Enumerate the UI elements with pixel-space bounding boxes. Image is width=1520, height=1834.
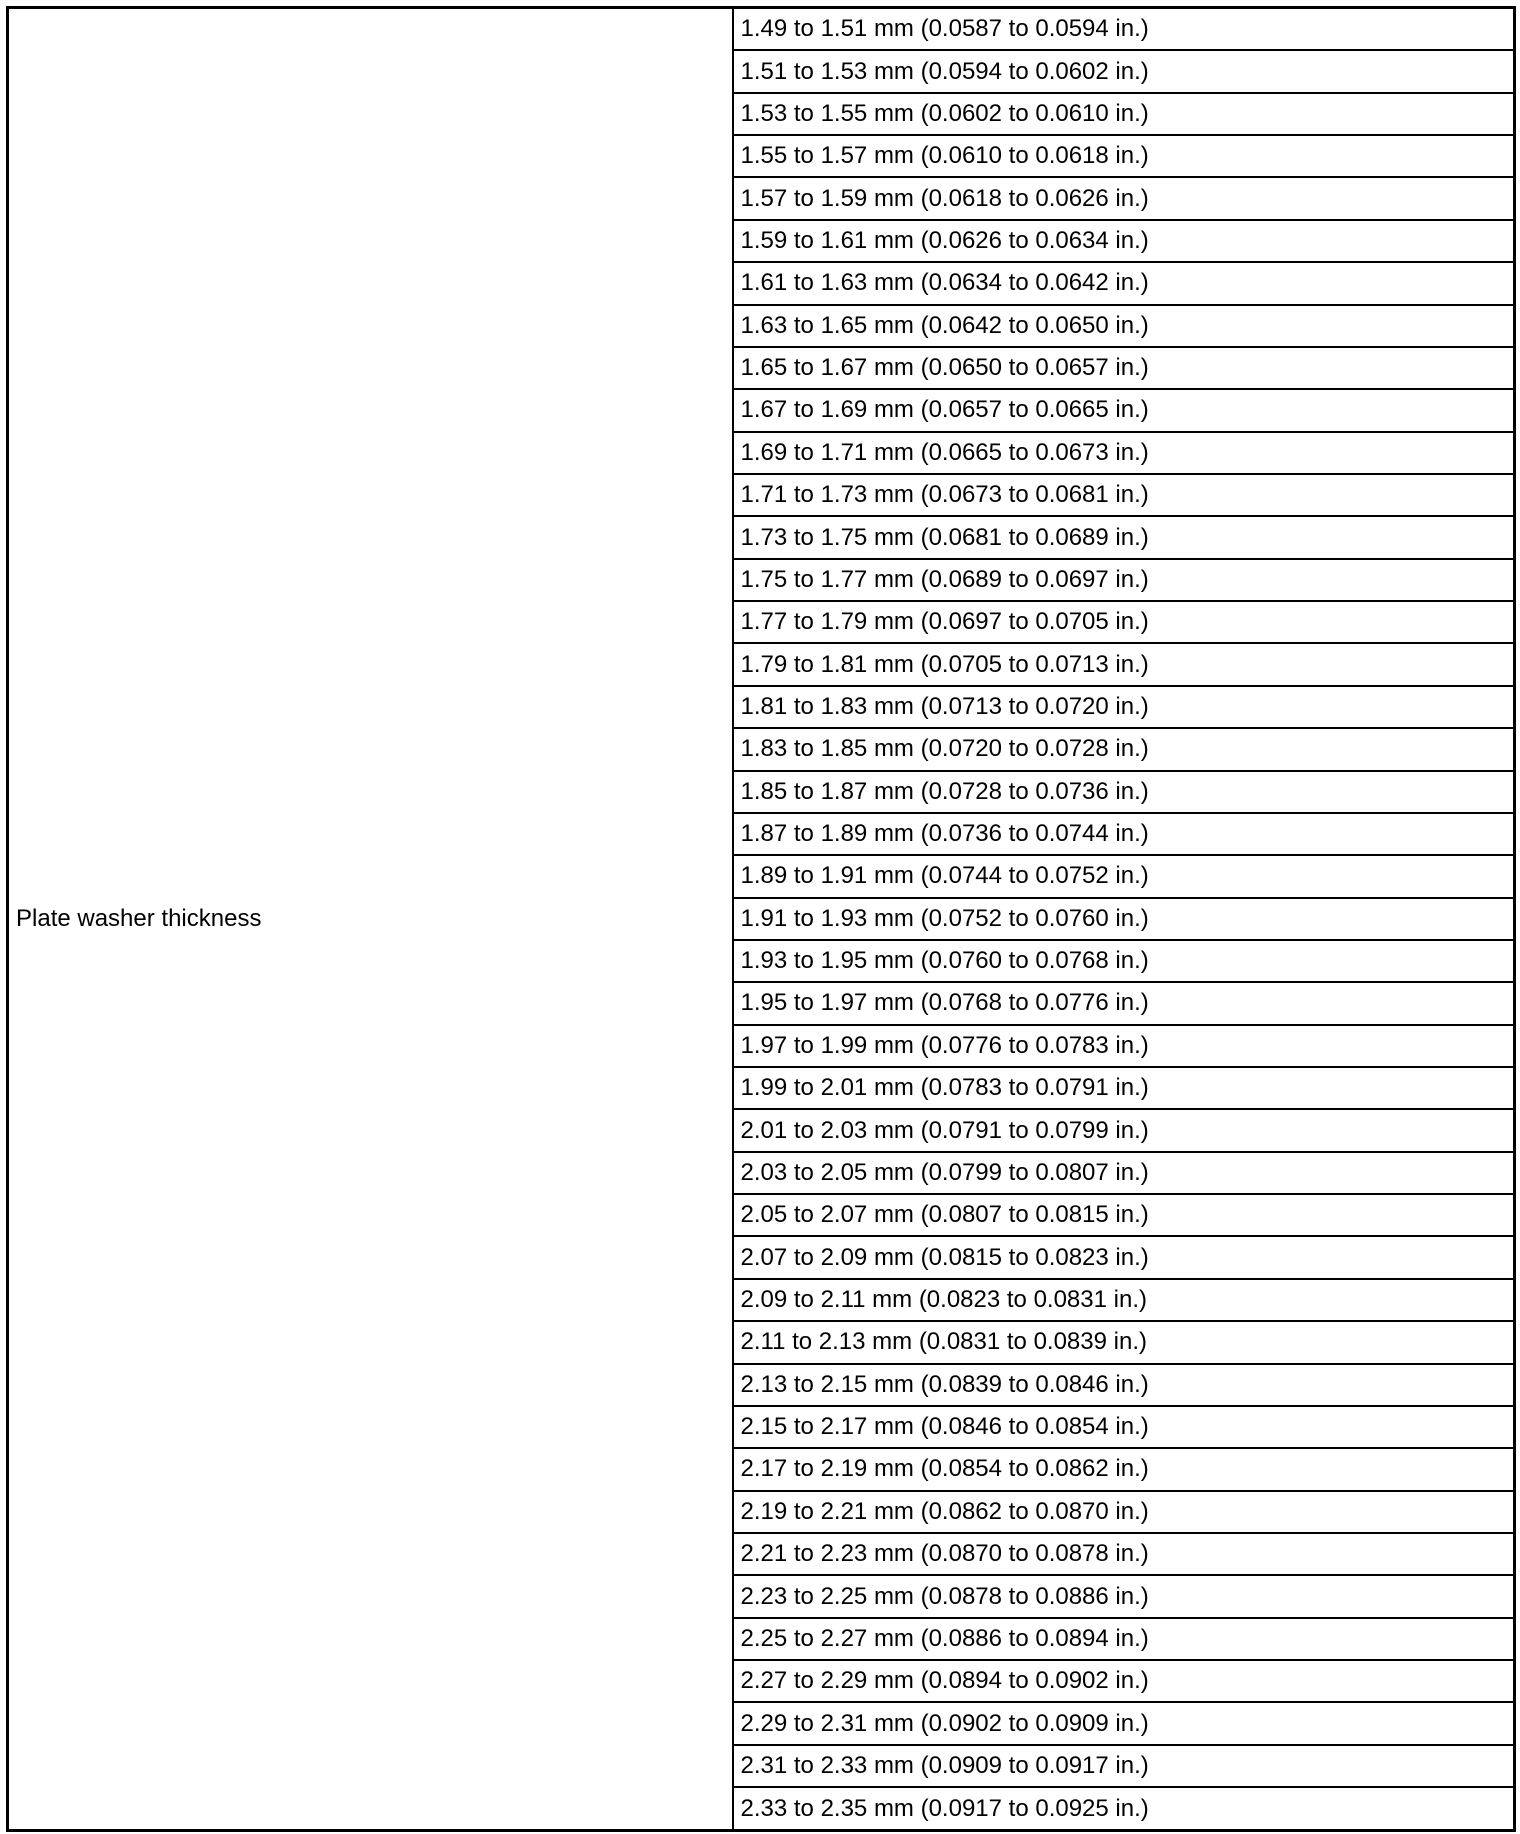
thickness-range-cell: 1.49 to 1.51 mm (0.0587 to 0.0594 in.) xyxy=(733,8,1515,51)
plate-washer-thickness-table xyxy=(6,6,1516,1832)
thickness-range-cell: 2.17 to 2.19 mm (0.0854 to 0.0862 in.) xyxy=(733,1448,1515,1490)
thickness-range-cell: 1.95 to 1.97 mm (0.0768 to 0.0776 in.) xyxy=(733,982,1515,1024)
thickness-range-cell: 1.67 to 1.69 mm (0.0657 to 0.0665 in.) xyxy=(733,389,1515,431)
thickness-range-cell: 2.21 to 2.23 mm (0.0870 to 0.0878 in.) xyxy=(733,1533,1515,1575)
thickness-range-cell: 1.63 to 1.65 mm (0.0642 to 0.0650 in.) xyxy=(733,305,1515,347)
thickness-range-cell: 1.99 to 2.01 mm (0.0783 to 0.0791 in.) xyxy=(733,1067,1515,1109)
thickness-range-cell: 2.07 to 2.09 mm (0.0815 to 0.0823 in.) xyxy=(733,1236,1515,1278)
thickness-range-cell: 2.03 to 2.05 mm (0.0799 to 0.0807 in.) xyxy=(733,1152,1515,1194)
thickness-range-cell: 1.59 to 1.61 mm (0.0626 to 0.0634 in.) xyxy=(733,220,1515,262)
thickness-range-cell: 1.75 to 1.77 mm (0.0689 to 0.0697 in.) xyxy=(733,559,1515,601)
table-row xyxy=(8,8,1515,51)
thickness-range-cell: 2.31 to 2.33 mm (0.0909 to 0.0917 in.) xyxy=(733,1745,1515,1787)
thickness-range-cell: 2.27 to 2.29 mm (0.0894 to 0.0902 in.) xyxy=(733,1660,1515,1702)
thickness-range-cell: 2.09 to 2.11 mm (0.0823 to 0.0831 in.) xyxy=(733,1279,1515,1321)
thickness-range-cell: 1.53 to 1.55 mm (0.0602 to 0.0610 in.) xyxy=(733,93,1515,135)
thickness-range-cell: 1.51 to 1.53 mm (0.0594 to 0.0602 in.) xyxy=(733,50,1515,92)
thickness-range-cell: 1.87 to 1.89 mm (0.0736 to 0.0744 in.) xyxy=(733,813,1515,855)
thickness-range-cell: 2.23 to 2.25 mm (0.0878 to 0.0886 in.) xyxy=(733,1575,1515,1617)
thickness-range-cell: 2.13 to 2.15 mm (0.0839 to 0.0846 in.) xyxy=(733,1364,1515,1406)
thickness-range-cell: 1.85 to 1.87 mm (0.0728 to 0.0736 in.) xyxy=(733,771,1515,813)
thickness-range-cell: 1.77 to 1.79 mm (0.0697 to 0.0705 in.) xyxy=(733,601,1515,643)
thickness-range-cell: 1.65 to 1.67 mm (0.0650 to 0.0657 in.) xyxy=(733,347,1515,389)
thickness-range-cell: 1.83 to 1.85 mm (0.0720 to 0.0728 in.) xyxy=(733,728,1515,770)
thickness-range-cell: 1.89 to 1.91 mm (0.0744 to 0.0752 in.) xyxy=(733,855,1515,897)
thickness-range-cell: 2.25 to 2.27 mm (0.0886 to 0.0894 in.) xyxy=(733,1618,1515,1660)
thickness-range-cell: 1.71 to 1.73 mm (0.0673 to 0.0681 in.) xyxy=(733,474,1515,516)
spec-label: Plate washer thickness xyxy=(8,8,733,1831)
thickness-range-cell: 1.57 to 1.59 mm (0.0618 to 0.0626 in.) xyxy=(733,177,1515,219)
thickness-range-cell: 1.81 to 1.83 mm (0.0713 to 0.0720 in.) xyxy=(733,686,1515,728)
thickness-range-cell: 2.33 to 2.35 mm (0.0917 to 0.0925 in.) xyxy=(733,1787,1515,1830)
thickness-range-cell: 1.61 to 1.63 mm (0.0634 to 0.0642 in.) xyxy=(733,262,1515,304)
thickness-range-cell: 1.55 to 1.57 mm (0.0610 to 0.0618 in.) xyxy=(733,135,1515,177)
thickness-range-cell: 1.91 to 1.93 mm (0.0752 to 0.0760 in.) xyxy=(733,898,1515,940)
thickness-range-cell: 1.97 to 1.99 mm (0.0776 to 0.0783 in.) xyxy=(733,1025,1515,1067)
thickness-range-cell: 2.29 to 2.31 mm (0.0902 to 0.0909 in.) xyxy=(733,1702,1515,1744)
thickness-range-cell: 1.79 to 1.81 mm (0.0705 to 0.0713 in.) xyxy=(733,643,1515,685)
thickness-range-cell: 1.73 to 1.75 mm (0.0681 to 0.0689 in.) xyxy=(733,516,1515,558)
thickness-range-cell: 1.69 to 1.71 mm (0.0665 to 0.0673 in.) xyxy=(733,432,1515,474)
thickness-range-cell: 2.19 to 2.21 mm (0.0862 to 0.0870 in.) xyxy=(733,1491,1515,1533)
thickness-range-cell: 2.05 to 2.07 mm (0.0807 to 0.0815 in.) xyxy=(733,1194,1515,1236)
table-body xyxy=(8,8,1515,1831)
thickness-range-cell: 1.93 to 1.95 mm (0.0760 to 0.0768 in.) xyxy=(733,940,1515,982)
thickness-range-cell: 2.01 to 2.03 mm (0.0791 to 0.0799 in.) xyxy=(733,1109,1515,1151)
thickness-range-cell: 2.11 to 2.13 mm (0.0831 to 0.0839 in.) xyxy=(733,1321,1515,1363)
thickness-range-cell: 2.15 to 2.17 mm (0.0846 to 0.0854 in.) xyxy=(733,1406,1515,1448)
